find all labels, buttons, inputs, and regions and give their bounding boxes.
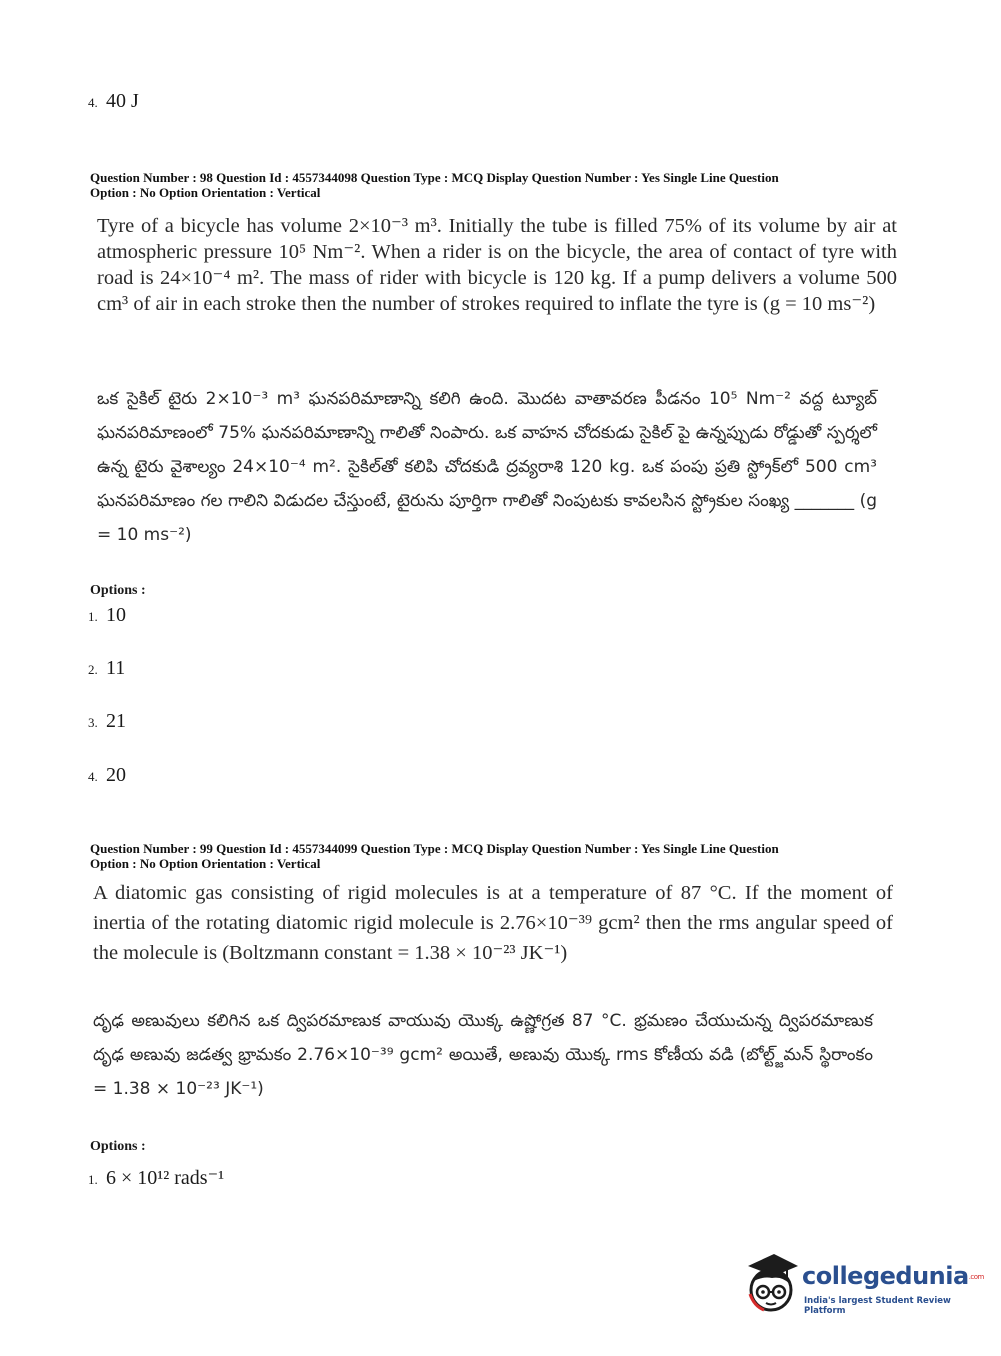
q99-meta-line2: Option : No Option Orientation : Vertical [90,856,321,871]
q98-option-2[interactable] [88,657,125,680]
q98-option-1[interactable] [88,604,126,627]
q98-text-english: Tyre of a bicycle has volume 2×10⁻³ m³. Initially the tube is filled 75% of its volume by air at atmospheric pressure 10⁵ Nm⁻². When a rider is on the bicycle, the area of contact of tyre with road is 24×10⁻⁴ m². The mass of rider with bicycle is 120 kg. If a pump delivers a volume 500 cm³ of air in each stroke then the number of strokes required to inflate the tyre is (g = 10 ms⁻²) [97,215,897,315]
q98-meta-line1: Question Number : 98 Question Id : 4557344098 Question Type : MCQ Display Question Number : Yes Single Line Question [90,170,779,185]
q98-option-3[interactable] [88,710,126,733]
option-value: 6 × 10¹² rads⁻¹ [106,1167,225,1189]
option-number: 4. [88,95,98,110]
option-number: 2. [88,662,98,677]
option-number: 4. [88,769,98,784]
option-value: 21 [106,710,126,732]
q98-meta [90,170,900,200]
logo-wordmark [802,1262,984,1290]
option-value: 20 [106,764,126,786]
mascot-icon [742,1250,800,1316]
collegedunia-logo[interactable] [742,1250,984,1320]
q98-options-label: Options : [90,583,146,598]
option-value: 11 [106,657,126,679]
prev-option-4 [88,90,139,113]
q99-text-telugu: దృఢ అణువులు కలిగిన ఒక ద్విపరమాణుక వాయువు యొక్క ఉష్ణోగ్రత 87 °C. భ్రమణం చేయుచున్న ద్విపరమాణుక దృఢ అణువు జడత్వ భ్రామకం 2.76×10⁻³⁹ gcm² అయితే, అణువు యొక్క rms కోణీయ వడి (బోల్ట్జ్‌మన్ స్థిరాంకం = 1.38 × 10⁻²³ JK⁻¹) [93,1011,873,1099]
q99-options-label: Options : [90,1139,146,1154]
option-value: 10 [106,604,126,626]
option-number: 3. [88,715,98,730]
q99-meta-line1: Question Number : 99 Question Id : 4557344099 Question Type : MCQ Display Question Number : Yes Single Line Question [90,841,779,856]
q99-meta [90,841,900,871]
option-value: 40 J [106,90,139,112]
q98-meta-line2: Option : No Option Orientation : Vertical [90,185,321,200]
option-number: 1. [88,1172,98,1187]
q99-option-1[interactable] [88,1165,224,1190]
q98-text-telugu: ఒక సైకిల్ టైరు 2×10⁻³ m³ ఘనపరిమాణాన్ని కలిగి ఉంది. మొదట వాతావరణ పీడనం 10⁵ Nm⁻² వద్ద ట్యూబ్ ఘనపరిమాణంలో 75% ఘనపరిమాణాన్ని గాలితో నింపారు. ఒక వాహన చోదకుడు సైకిల్ పై ఉన్నప్పుడు రోడ్డుతో స్పర్శలో ఉన్న టైరు వైశాల్యం 24×10⁻⁴ m². సైకిల్‌తో కలిపి చోదకుడి ద్రవ్యరాశి 120 kg. ఒక పంపు ప్రతి స్ట్రోక్‌లో 500 cm³ ఘనపరిమాణం గల గాలిని విడుదల చేస్తుంటే, టైరును పూర్తిగా గాలితో నింపుటకు కావలసిన స్ట్రోకుల సంఖ్య _______ (g = 10 ms⁻²) [97,389,877,545]
logo-tagline: India's largest Student Review Platform [804,1296,951,1316]
q99-text-english: A diatomic gas consisting of rigid molecules is at a temperature of 87 °C. If the moment of inertia of the rotating diatomic rigid molecule is 2.76×10⁻³⁹ gcm² then the rms angular speed of the molecule is (Boltzmann constant = 1.38 × 10⁻²³ JK⁻¹) [93,882,893,964]
q98-option-4[interactable] [88,764,126,787]
logo-suffix: .com [968,1273,984,1281]
logo-name: collegedunia [802,1262,969,1290]
option-number: 1. [88,609,98,624]
